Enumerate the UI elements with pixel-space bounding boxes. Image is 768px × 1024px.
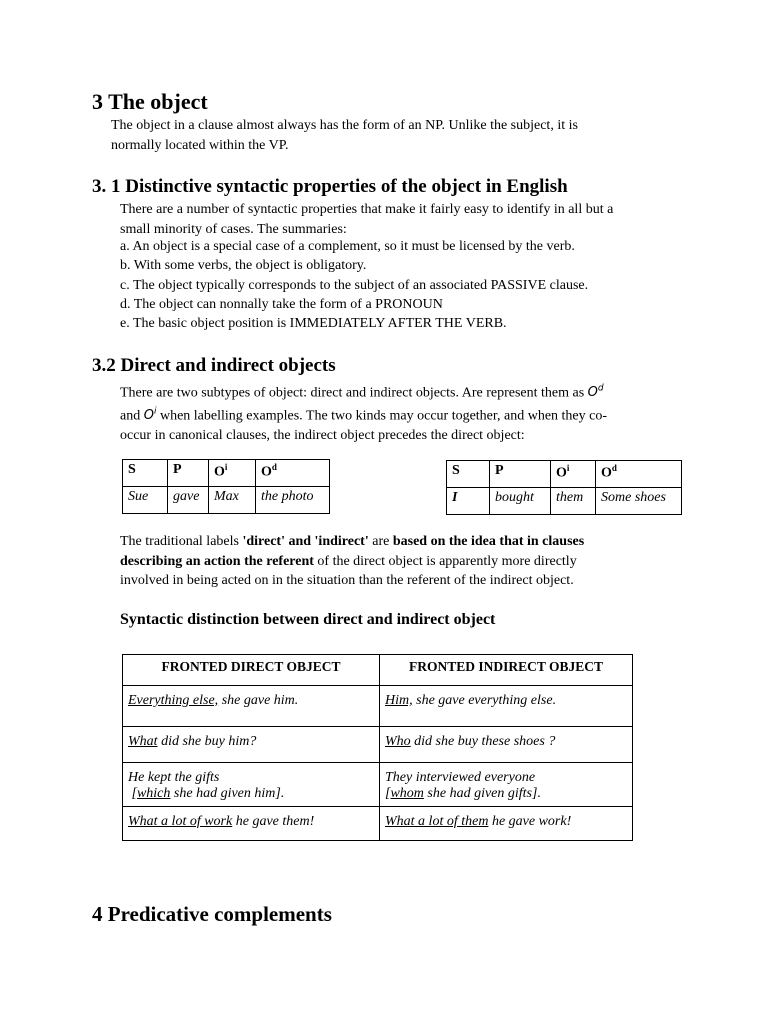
section-4-heading: 4 Predicative complements [92, 902, 332, 926]
table-header-row [447, 461, 682, 488]
table-row [123, 727, 633, 763]
list-item: e. The basic object position is IMMEDIATELY AFTER THE VERB. [120, 316, 507, 332]
list-item: d. The object can nonnally take the form of a PRONOUN [120, 296, 443, 312]
underlined-text: What a lot of them [385, 814, 489, 829]
underlined-text: whom [390, 786, 424, 801]
section-3-2-line-3: occur in canonical clauses, the indirect object precedes the direct object: [120, 427, 525, 443]
table-header-cell: P [490, 461, 551, 488]
od-sup: d [597, 384, 604, 394]
section-3-2-line-1 [120, 380, 607, 403]
list-item: c. The object typically corresponds to the subject of an associated PASSIVE clause. [120, 277, 589, 293]
section-3-1-intro [120, 200, 613, 239]
table-cell: I [447, 488, 490, 515]
table-header-cell: FRONTED INDIRECT OBJECT [380, 655, 633, 686]
section-3-2-line-2 [120, 403, 607, 426]
example-table-left [122, 459, 330, 514]
table-cell [380, 686, 633, 727]
text: The traditional labels [120, 534, 243, 549]
underlined-text: What a lot of work [128, 814, 233, 829]
underlined-text: which [136, 786, 171, 801]
fronted-object-table [122, 654, 633, 841]
table-cell [123, 763, 380, 807]
table-header-cell: $O^d$ [256, 460, 330, 487]
section-3-1-heading: 3. 1 Distinctive syntactic properties of the object in English [92, 176, 568, 197]
table-row [123, 763, 633, 807]
intro-line-2: normally located within the VP. [111, 137, 289, 153]
table-cell: Some shoes [596, 488, 682, 515]
section-3-heading: 3 The object [92, 89, 208, 114]
traditional-line-1 [120, 532, 584, 552]
table-header-cell: S [447, 461, 490, 488]
text: He kept the gifts [128, 770, 220, 785]
table-cell: them [551, 488, 596, 515]
oi-base: O [143, 408, 154, 424]
table-header-row [123, 655, 633, 686]
table-header-cell: FRONTED DIRECT OBJECT [123, 655, 380, 686]
traditional-labels-paragraph [120, 532, 584, 591]
text: of the direct object is apparently more directly [313, 553, 577, 569]
underlined-text: Him, [385, 693, 413, 708]
syntactic-distinction-heading: Syntactic distinction between direct and indirect object [120, 611, 496, 628]
underlined-text: Everything else, [128, 693, 219, 708]
table-row [123, 807, 633, 841]
traditional-line-3: involved in being acted on in the situation than the referent of the indirect object. [120, 573, 574, 588]
text-line: [which she had given him]. [128, 786, 285, 801]
table-row [123, 487, 330, 514]
properties-list [120, 237, 588, 333]
table-header-cell: P [168, 460, 209, 487]
underlined-text: What [128, 734, 158, 749]
traditional-line-2 [120, 552, 584, 572]
text-line: [whom she had given gifts]. [385, 786, 541, 801]
text: he gave work! [488, 814, 572, 829]
table-header-cell: $O^i$ [551, 461, 596, 488]
text: he gave them! [232, 814, 315, 829]
bold-text: 'direct' and 'indirect' [242, 534, 369, 549]
table-cell [123, 727, 380, 763]
table-cell [380, 727, 633, 763]
text: did she buy these shoes ? [410, 734, 556, 749]
section-3-1-line-2: small minority of cases. The summaries: [120, 221, 347, 237]
table-cell [123, 686, 380, 727]
text: and [120, 408, 144, 424]
table-header-row [123, 460, 330, 487]
table-cell: the photo [256, 487, 330, 514]
table-cell: Sue [123, 487, 168, 514]
bold-text: based on the idea that in clauses [392, 534, 585, 549]
section-3-intro [111, 116, 578, 155]
section-3-1-line-1: There are a number of syntactic properties that make it fairly easy to identify in all but a [120, 202, 614, 217]
oi-symbol [144, 408, 157, 423]
text: did she buy him? [157, 734, 257, 749]
table-header-cell: S [123, 460, 168, 487]
text: There are two subtypes of object: direct and indirect objects. Are represent them as [120, 385, 588, 401]
text: are [368, 534, 393, 549]
text: she gave him. [218, 693, 299, 708]
table-cell [380, 807, 633, 841]
table-header-cell: $O^i$ [209, 460, 256, 487]
section-3-2-intro [120, 380, 607, 445]
table-row [447, 488, 682, 515]
underlined-text: Who [385, 734, 411, 749]
table-cell: Max [209, 487, 256, 514]
text: They interviewed everyone [385, 770, 536, 785]
od-symbol [588, 385, 604, 400]
oi-sup: i [153, 406, 157, 417]
table-cell: gave [168, 487, 209, 514]
bold-text: describing an action the referent [120, 553, 314, 569]
section-3-2-heading: 3.2 Direct and indirect objects [92, 355, 336, 376]
table-cell: bought [490, 488, 551, 515]
od-base: O [587, 385, 598, 401]
table-header-cell: $O^d$ [596, 461, 682, 488]
text: she gave everything else. [412, 693, 557, 708]
intro-line-1: The object in a clause almost always has the form of an NP. Unlike the subject, it is [111, 118, 578, 133]
list-item: a. An object is a special case of a complement, so it must be licensed by the verb. [120, 239, 575, 254]
example-table-right [446, 460, 682, 515]
list-item: b. With some verbs, the object is obligatory. [120, 258, 367, 274]
table-cell [123, 807, 380, 841]
table-row [123, 686, 633, 727]
table-cell [380, 763, 633, 807]
text: when labelling examples. The two kinds may occur together, and when they co- [156, 408, 608, 424]
